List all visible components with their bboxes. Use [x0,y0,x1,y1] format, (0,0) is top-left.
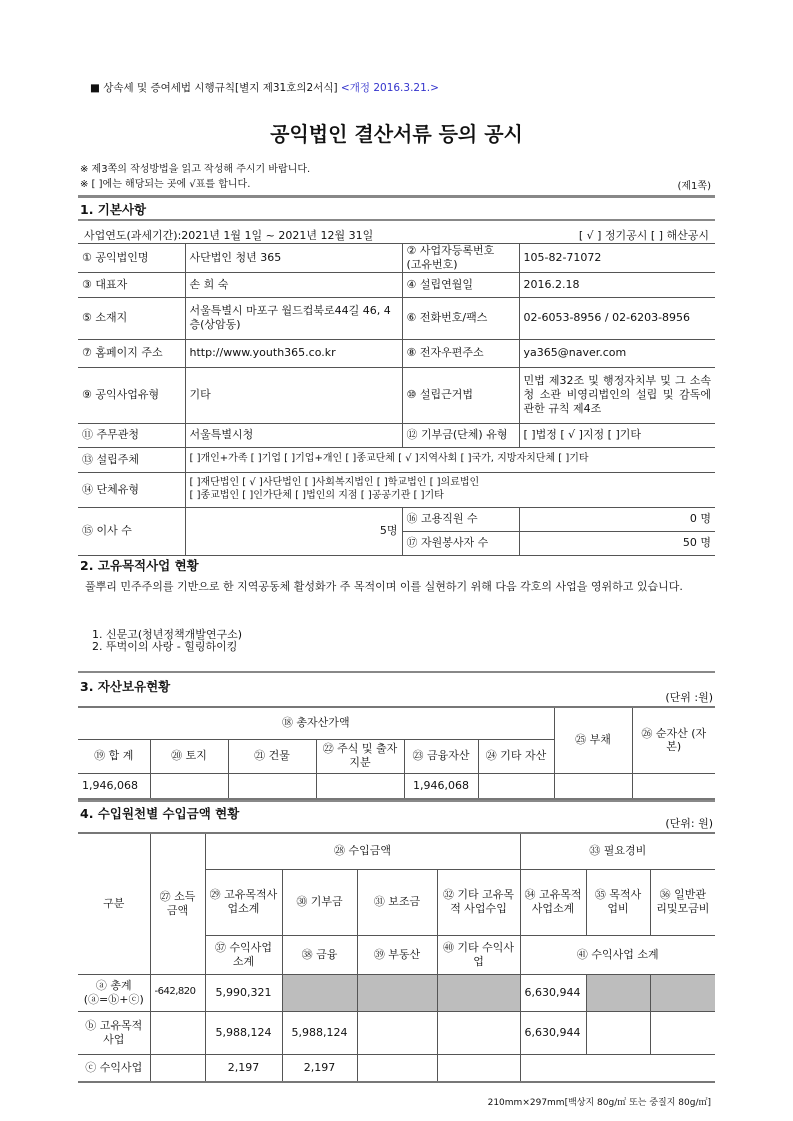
purpose-text: 풀뿌리 민주주의를 기반으로 한 지역공동체 활성화가 주 목적이며 이를 실현하기 위해 다음 각호의 사업을 영위하고 있습니다. [85,580,683,593]
org-type-line: [ ]종교법인 [ ]인가단체 [ ]법인의 지점 [ ]공공기관 [ ]기타 [189,489,444,501]
asset-column-header: ⑲ 합 계 [78,739,150,773]
revenue-value [357,1011,437,1054]
revenue-column-header: ㉜ 기타 고유목적 사업수입 [437,869,520,935]
revenue-value [437,974,520,1011]
founder-label: ⑬ 설립주체 [78,447,185,472]
field-label: ④ 설립연월일 [402,272,519,297]
revenue-value: 2,197 [205,1054,282,1082]
net-assets-header: ㉖ 순자산 (자본) [632,707,715,773]
section-4-title: 4. 수입원천별 수입금액 현황 [80,806,240,821]
revenue-value [282,974,357,1011]
asset-value [316,773,404,799]
disclosure-type: [ √ ] 정기공시 [ ] 해산공시 [578,229,709,242]
revenue-value [586,1011,650,1054]
paper-spec: 210mm×297mm[백상지 80g/㎡ 또는 중질지 80g/㎡] [487,1098,711,1108]
unit-label: (단위: 원) [665,817,713,830]
section-2-title: 2. 고유목적사업 현황 [80,558,199,573]
purpose-list [92,629,242,653]
field-value: 서울특별시 마포구 월드컵북로44길 46, 4층(상암동) [185,297,402,339]
basic-info-table [78,243,715,556]
field-label: ⑨ 공익사업유형 [78,367,185,423]
revenue-value: -642,820 [150,974,205,1011]
divider [78,219,715,221]
revenue-value [150,1011,205,1054]
table-row [78,974,715,1011]
revenue-value [357,974,437,1011]
revenue-value [437,1011,520,1054]
page-number: (제1쪽) [677,181,711,192]
revenue-column-header: ㊲ 수익사업 소계 [205,935,282,974]
divider [78,800,715,802]
revenue-value [650,1011,715,1054]
field-label: ③ 대표자 [78,272,185,297]
field-value: 2016.2.18 [519,272,715,297]
field-value: 02-6053-8956 / 02-6203-8956 [519,297,715,339]
form-reference: ■ 상속세 및 증여세법 시행규칙[별지 제31호의2서식] <개정 2016.3.21.> [90,82,439,94]
revenue-value: 6,630,944 [520,1011,586,1054]
asset-column-header: ㉒ 주식 및 출자지분 [316,739,404,773]
field-label: ⑦ 홈페이지 주소 [78,339,185,367]
asset-value [150,773,228,799]
revenue-value: 6,630,944 [520,974,586,1011]
expense-header: ㉝ 필요경비 [520,833,715,869]
asset-value [228,773,316,799]
field-label: ⑥ 전화번호/팩스 [402,297,519,339]
field-value: [ ]법정 [ √ ]지정 [ ]기타 [519,423,715,447]
revenue-value [150,1054,205,1082]
list-item: 2. 뚜벅이의 사랑 - 힐링하이킹 [92,640,238,653]
founder-options[interactable]: [ ]개인+가족 [ ]기업 [ ]기업+개인 [ ]종교단체 [ √ ]지역사회 [ ]국가, 지방자치단체 [ ]기타 [185,447,715,472]
asset-value [554,773,632,799]
employees-label: ⑯ 고용직원 수 [402,507,519,531]
field-label: ⑪ 주무관청 [78,423,185,447]
field-value: 손 희 숙 [185,272,402,297]
row-label: ⓑ 고유목적 사업 [78,1011,150,1054]
table-row [78,1054,715,1082]
total-assets-header: ⑱ 총자산가액 [78,707,554,739]
field-label: ② 사업자등록번호 (고유번호) [402,244,519,273]
field-label: ⑩ 설립근거법 [402,367,519,423]
field-value: http://www.youth365.co.kr [185,339,402,367]
category-header: 구분 [78,833,150,974]
revenue-column-header: ㉞ 고유목적 사업소계 [520,869,586,935]
asset-column-header: ⑳ 토지 [150,739,228,773]
revenue-column-header: ㉚ 기부금 [282,869,357,935]
revenue-column-header: ㉟ 목적사업비 [586,869,650,935]
revenue-header: ㉘ 수입금액 [205,833,520,869]
fiscal-period: 사업연도(과세기간):2021년 1월 1일 ~ 2021년 12월 31일 [84,229,374,242]
directors-value: 5명 [185,507,402,555]
field-value: 민법 제32조 및 행정자치부 및 그 소속청 소관 비영리법인의 설립 및 감독에 관한 규칙 제4조 [519,367,715,423]
revenue-column-header: ㊶ 수익사업 소계 [520,935,715,974]
volunteers-value: 50 명 [519,531,715,555]
unit-label: (단위 :원) [665,691,713,704]
income-header: ㉗ 소득금액 [150,833,205,974]
divider [78,195,715,198]
revenue-value [357,1054,437,1082]
field-value: 사단법인 청년 365 [185,244,402,273]
field-value: 기타 [185,367,402,423]
directors-label: ⑮ 이사 수 [78,507,185,555]
revenue-value: 5,990,321 [205,974,282,1011]
asset-value [478,773,554,799]
table-row [78,1011,715,1054]
revenue-column-header: ㊳ 금융 [282,935,357,974]
revenue-column-header: ㊴ 부동산 [357,935,437,974]
revenue-value: 2,197 [282,1054,357,1082]
field-value: 서울특별시청 [185,423,402,447]
assets-table [78,706,715,800]
row-label: ⓒ 수익사업 [78,1054,150,1082]
revenue-column-header: ㉙ 고유목적사업소계 [205,869,282,935]
liabilities-header: ㉕ 부채 [554,707,632,773]
revenue-value: 5,988,124 [282,1011,357,1054]
asset-value [632,773,715,799]
revenue-value: 5,988,124 [205,1011,282,1054]
section-1-title: 1. 기본사항 [80,202,147,217]
revenue-value [520,1054,715,1082]
field-label: ⑧ 전자우편주소 [402,339,519,367]
org-type-line: [ ]재단법인 [ √ ]사단법인 [ ]사회복지법인 [ ]학교법인 [ ]의료법인 [189,477,480,488]
org-type-options[interactable] [185,472,715,507]
field-value: 105-82-71072 [519,244,715,273]
org-type-label: ⑭ 단체유형 [78,472,185,507]
asset-value: 1,946,068 [78,773,150,799]
revenue-value [437,1054,520,1082]
volunteers-label: ⑰ 자원봉사자 수 [402,531,519,555]
revenue-value [650,974,715,1011]
employees-value: 0 명 [519,507,715,531]
section-3-title: 3. 자산보유현황 [80,679,171,694]
asset-column-header: ㉔ 기타 자산 [478,739,554,773]
field-label: ① 공익법인명 [78,244,185,273]
list-item: 1. 신문고(청년정책개발연구소) [92,628,243,641]
row-label: ⓐ 총계 (ⓐ=ⓑ+ⓒ) [78,974,150,1011]
field-label: ⑤ 소재지 [78,297,185,339]
revenue-table [78,832,715,1083]
asset-column-header: ㉓ 금융자산 [404,739,478,773]
field-label: ⑫ 기부금(단체) 유형 [402,423,519,447]
asset-column-header: ㉑ 건물 [228,739,316,773]
asset-value: 1,946,068 [404,773,478,799]
instruction-note: ※ 제3쪽의 작성방법을 읽고 작성해 주시기 바랍니다. [80,164,311,175]
revenue-value [586,974,650,1011]
revenue-column-header: ㊱ 일반관리및모금비 [650,869,715,935]
field-value: ya365@naver.com [519,339,715,367]
checkmark-note: ※ [ ]에는 해당되는 곳에 √표를 합니다. [80,179,251,190]
revenue-column-header: ㊵ 기타 수익사업 [437,935,520,974]
divider [78,671,715,673]
page-title: 공익법인 결산서류 등의 공시 [270,122,523,146]
revenue-column-header: ㉛ 보조금 [357,869,437,935]
